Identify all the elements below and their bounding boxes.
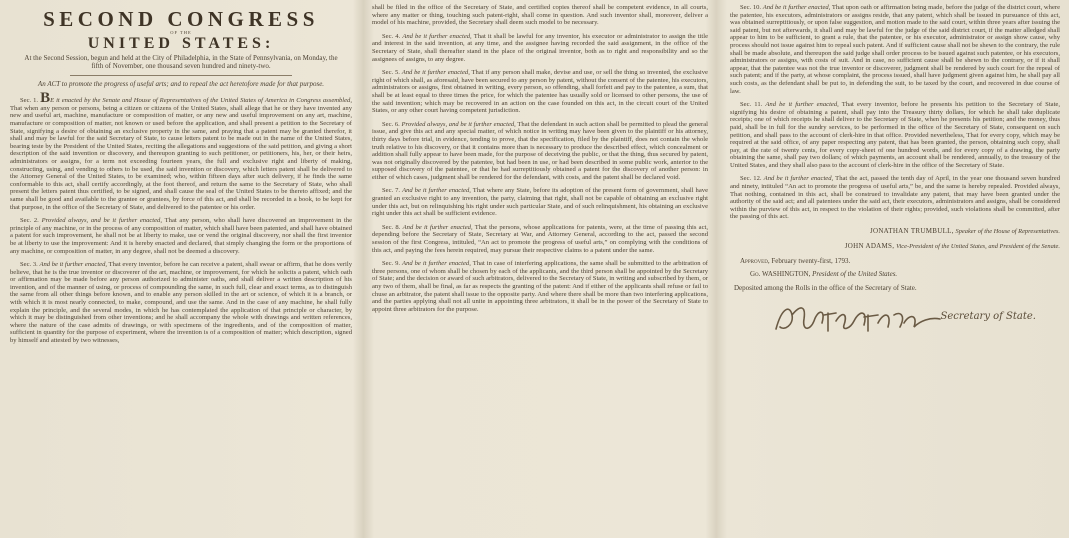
section-5 bbox=[372, 69, 708, 115]
section-text: That where any State, before its adoption of the present form of government, shall have granted an exclusive right to any invention, the party, claiming that right, shall not be capable of obtaining an exclusive right under this act, but on relinquishing his right under such particular State, and of such relinquishment, his obtaining an exclusive right under this act shall be sufficient evidence. bbox=[372, 187, 709, 218]
signer-name: Go. WASHINGTON, bbox=[750, 269, 811, 278]
act-title: An ACT to promote the progress of useful arts; and to repeal the act heretofore made for that purpose. bbox=[37, 79, 325, 88]
section-1 bbox=[10, 90, 353, 211]
section-text: That any person, who shall have discovered an improvement in the principle of any machine, or in the process of any composition of matter, which shall have been patented, and shall have obtained a patent for such improvement, he shall not be at liberty to make, use or vend the original discovery, nor shall the first inventor be at liberty to use the improvement: And it is hereby enacted and declared, that simply changing the form or the proportions of any machine, or composition of matter, in any degree, shall not be deemed a discovery. bbox=[10, 217, 353, 255]
approved-date: February twenty-first, 1793. bbox=[771, 257, 851, 266]
signer-role: Speaker of the House of Representatives. bbox=[955, 228, 1060, 236]
signer-name: JONATHAN TRUMBULL, bbox=[869, 227, 954, 236]
signature-trumbull bbox=[730, 227, 1060, 237]
congress-title: SECOND CONGRESS bbox=[43, 7, 319, 31]
section-text: That in case of interfering applications, the same shall be submitted to the arbitration of three persons, one of whom shall be chosen by each of the applicants, and the third person shall be appointed by the Secretary of State; and the decision or award of such arbitrators, delivered to the Secretary of State, in writing and subscribed by them, or any two of them, shall be final, as far as respects the granting of the patent: And if either of the applicants shall refuse or fail to chuse an arbitrator, the patent shall issue to the opposite party. And where there shall be more than two interfering applications, and the parties applying shall not all unite in appointing three arbitrators, it shall be in the power of the Secretary of State to appoint three arbitrators for the purpose. bbox=[372, 260, 708, 313]
signature-block bbox=[730, 227, 1060, 339]
section-text: That every inventor, before he presents his petition to the Secretary of State, signifying his desire of obtaining a patent, shall pay into the Treasury thirty dollars, for which he shall take duplicate receipts; one of which receipts he shall deliver to the Secretary of State, when he presents his petition; and the money, thus paid, shall be in full for the sundry services, to be performed in the office of the Secretary of State, consequent on such petition, and shall pass to the account of clerk-hire in that office. Provided nevertheless, That for every copy, which may be required at the said office, of any paper respecting any patent, that has been granted, the person, obtaining such copy, shall pay, at the rate of twenty cents, for every copy-sheet of one hundred words, and for every copy of a drawing, the party obtaining the same, shall pay two dollars; of which payments, an account shall be rendered, annually, to the treasury of the United States, and they shall also pass to the account of clerk-hire in the office of the Secretary of State. bbox=[730, 101, 1060, 169]
section-intro: Provided always, and be it further enacted, bbox=[401, 120, 516, 128]
section-label: Sec. 8. bbox=[382, 223, 401, 231]
section-6 bbox=[372, 121, 708, 182]
column-3 bbox=[726, 4, 1064, 534]
section-7 bbox=[372, 187, 708, 217]
section-text: That if any person shall make, devise and use, or sell the thing so invented, the exclusive right of which shall, as aforesaid, have been secured to any person by patent, without the consent of the patentee, his executors, administrators or assigns, first obtained in writing, every person, so offending, shall forfeit and pay to the patentee, a sum, that shall be at least equal to three times the price, for which the patentee has usually sold or licensed to other persons, the use of the said invention; which may be recovered in an action on the case founded on this act, in the circuit court of the United States, or any other court having competent jurisdiction. bbox=[372, 69, 708, 115]
approved-label: Approved, bbox=[740, 257, 770, 266]
section-text: That when any person or persons, being a citizen or citizens of the United States, shall allege that he or they have invented any new and useful art, machine, manufacture or composition of matter, or any new and useful improvement on any art, machine, manufacture or composition of matter, not known or used before the application, and shall present a petition to the Secretary of State, signifying a desire of obtaining an exclusive property in the same, and praying that a patent may be granted therefor, it shall and may be lawful for the said Secretary of State, to cause letters patent to be made out in the name of the United States, bearing teste by the President of the United States, reciting the allegations and suggestions of the said petition, and giving a short description of the said invention or discovery, and thereupon granting to such petitioner, or petitioners, his, her, or their heirs, administrators or assigns, for a term not exceeding fourteen years, the full and exclusive right and liberty of making, constructing, using, and vending to others to be used, the said invention or discovery, which letters patent shall be delivered to the Attorney General of the United States, to be examined; who, within fifteen days after such delivery, if he finds the same conformable to this act, shall certify accordingly, at the foot thereof, and return the same to the Secretary of State, who shall present the letters patent thus certified, to be signed, and shall cause the seal of the United States to be thereto affixed; and the same shall be good and available to the grantee or grantees, by force of this act, and shall be recorded in a book, to be kept for that purpose, in the office of the Secretary of State, and delivered to the patentee or his order. bbox=[10, 104, 352, 211]
section-intro: And be it further enacted, bbox=[402, 223, 473, 231]
secretary-label: Secretary of State. bbox=[940, 310, 1036, 322]
handwritten-signature bbox=[770, 301, 950, 337]
signer-role: President of the United States. bbox=[812, 269, 898, 278]
section-12 bbox=[730, 175, 1060, 221]
session-info: At the Second Session, begun and held at the City of Philadelphia, in the State of Pennsylvania, on Monday, the fifth of November, one thousand seven hundred and ninety-two. bbox=[24, 54, 338, 71]
signer-name: JOHN ADAMS, bbox=[844, 241, 895, 250]
section-text: shall be filed in the office of the Secretary of State, and certified copies thereof shall be competent evidence, in all courts, where any matter or thing, touching such patent-right, shall come in question. And such inventor shall, moreover, deliver a model of his machine, provided, the Secretary shall deem such model to be necessary. bbox=[372, 4, 708, 27]
section-intro: And be it further enacted, bbox=[401, 69, 470, 77]
section-label: Sec. 7. bbox=[382, 187, 401, 195]
section-intro: E it enacted by the Senate and House of Representatives of the United States of America in Congress assembled, bbox=[50, 97, 353, 105]
of-the-label: OF THE bbox=[170, 30, 192, 35]
signature-washington bbox=[750, 270, 1060, 279]
signer-role: Vice-President of the United States, and President of the Senate. bbox=[896, 242, 1060, 250]
section-10 bbox=[730, 4, 1060, 95]
section-intro: And be it further enacted, bbox=[402, 187, 471, 195]
section-2 bbox=[10, 217, 352, 255]
column-1 bbox=[6, 4, 356, 534]
section-label: Sec. 1. bbox=[20, 97, 39, 105]
divider bbox=[70, 75, 292, 76]
section-text: That the defendant in such action shall be permitted to plead the general issue, and give this act and any special matter, of which notice in writing may have been given to the plaintiff or his attorney, thirty days before trial, in evidence, tending to prove, that the specification, filed by the plaintiff, does not contain the whole truth relative to his discovery, or that it contains more than is necessary to produce the described effect, which concealment or addition shall fully appear to have been made, for the purpose of deceiving the public, or that the thing, thus secured by patent, was not originally discovered by the patentee, but had been in use, or had been described in some public work, anterior to the supposed discovery of the patentee, or that he had surreptitiously obtained a patent for the discovery of another person: in either of which cases, judgment shall be rendered for the defendant, with costs, and the patent shall be declared void. bbox=[372, 120, 709, 181]
section-text: That every inventor, before he can receive a patent, shall swear or affirm, that he does verily believe, that he is the true inventor or discoverer of the art, machine, or improvement, for which he solicits a patent, which oath or affirmation may be made before any person authorized to administer oaths, and shall deliver a written description of his invention, and of the manner of using, or process of compounding the same, in such full, clear and exact terms, as to distinguish the same from all other things before known, and to enable any person skilled in the art or science, of which it is a branch, or with which it is most nearly connected, to make, compound, and use the same. And in the case of any machine, he shall fully explain the principle, and the several modes, in which he has contemplated the application of that principle or character, by which it may be distinguished from other inventions; and he shall accompany the whole with drawings and written references, where the nature of the case admits of drawings, or with specimens of the ingredients, and of the composition of matter, sufficient in quantity for the purpose of experiment, where the invention is of a composition of matter; which description, signed by himself and attested by two witnesses, bbox=[10, 261, 353, 345]
section-intro: And be it further enacted, bbox=[763, 175, 834, 183]
approval-line bbox=[740, 257, 1060, 266]
column-2 bbox=[368, 4, 712, 534]
country-title: UNITED STATES: bbox=[87, 35, 275, 52]
section-text: That the persons, whose applications for patents, were, at the time of passing this act, depending before the Secretary of State, Secretary at War, and Attorney General, according to the act, passed the second session of the first Congress, intituled, “An act to promote the progress of useful arts,” on complying with the conditions of this act, and paying the fees herein required, may pursue their respective claims to a patent under the same. bbox=[372, 223, 708, 254]
section-text: That the act, passed the tenth day of April, in the year one thousand seven hundred and ninety, intituled “An act to promote the progress of useful arts,” be, and the same is hereby repealed. Provided always, That nothing, contained in this act, shall be construed to invalidate any patent, that may have been granted under the authority of the said act; and all patentees under the said act, their executors, administrators and assigns, shall be considered within the purview of this act, in respect to the violation of their rights; provided, such violations shall be committed, after the passing of this act. bbox=[730, 175, 1061, 221]
signature-adams bbox=[730, 242, 1060, 252]
section-intro: And be it further enacted, bbox=[402, 260, 471, 268]
section-3-continued bbox=[372, 4, 708, 27]
section-3 bbox=[10, 261, 352, 345]
section-11 bbox=[730, 101, 1060, 169]
dropcap: B bbox=[40, 90, 51, 107]
secretary-signature-row bbox=[730, 299, 1060, 339]
section-label: Sec. 3. bbox=[20, 261, 38, 269]
section-label: Sec. 10. bbox=[740, 4, 762, 11]
section-label: Sec. 11. bbox=[740, 101, 763, 109]
section-label: Sec. 9. bbox=[382, 260, 401, 268]
section-4 bbox=[372, 33, 708, 63]
section-label: Sec. 12. bbox=[740, 175, 762, 183]
section-9 bbox=[372, 260, 708, 313]
section-label: Sec. 5. bbox=[382, 69, 400, 77]
section-8 bbox=[372, 224, 708, 254]
section-text: That upon oath or affirmation being made, before the judge of the district court, where the patentee, his executors, administrators or assigns reside, that any patent, which shall be issued in pursuance of this act, was obtained surreptitiously, or upon false suggestion, and motion made to the said court, within three years after issuing the said patent, but not afterwards, it shall and may be lawful for the judge of the said district court, if the matter alledged shall appear to him to be sufficient, to grant a rule, that the patentee, or his executor, administrator or assign show cause, why process should not issue against him to repeal such patent. And if sufficient cause shall not be shewn to the contrary, the rule shall be made absolute, and thereupon the said judge shall order process to be issued against such patentee, or his executors, administrators or assigns, with costs of suit. And in case, no sufficient cause shall be shewn to the contrary, or if it shall appear, that the patentee was not the true inventor or discoverer, judgment shall be rendered by such court for the repeal of such patent; and if the party, at whose complaint, the process issued, shall have judgment given against him, he shall pay all such costs, as the defendant shall be put to, in defending the suit, to be taxed by the court, and recovered in due course of law. bbox=[730, 4, 1061, 95]
section-intro: And be it further enacted, bbox=[402, 32, 472, 40]
section-intro: Provided always, and be it further enacted, bbox=[41, 217, 163, 225]
section-intro: And be it further enacted, bbox=[765, 101, 839, 109]
section-label: Sec. 6. bbox=[382, 120, 400, 128]
section-label: Sec. 4. bbox=[382, 32, 401, 40]
section-label: Sec. 2. bbox=[20, 217, 39, 225]
section-intro: And be it further enacted, bbox=[39, 261, 108, 269]
section-intro: And be it further enacted, bbox=[762, 4, 831, 11]
section-text: That it shall be lawful for any inventor, his executor or administrator to assign the title and interest in the said invention, at any time, and the assignee having recorded the said assignment, in the office of the Secretary of State, shall thereafter stand in the place of the original inventor, both as to right and responsibility and so the assignees of assigns, to any degree. bbox=[372, 32, 709, 63]
deposited-note: Deposited among the Rolls in the office of the Secretary of State. bbox=[734, 284, 917, 293]
